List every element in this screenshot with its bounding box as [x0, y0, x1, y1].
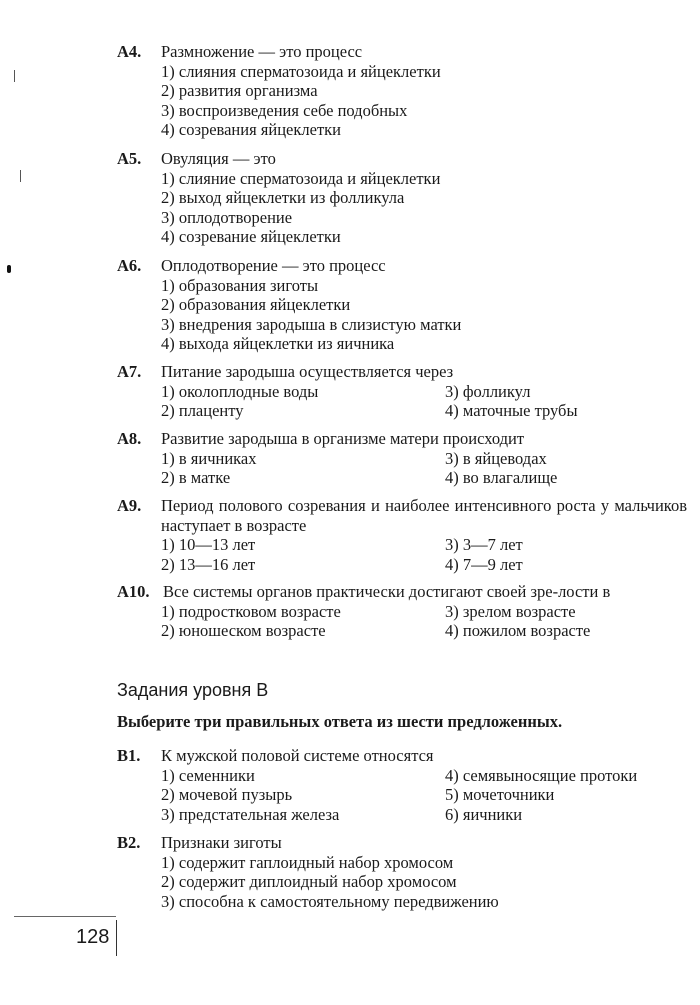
- answer-option: 6) яичники: [445, 804, 523, 824]
- answer-option: 2) 13—16 лет: [161, 554, 256, 574]
- answer-option: 3) воспроизведения себе подобных: [161, 100, 408, 120]
- question-number: А9.: [117, 496, 142, 515]
- question-text: Питание зародыша осуществляется через: [161, 362, 454, 381]
- answer-option: 1) слияния сперматозоида и яйцеклетки: [161, 61, 441, 81]
- answer-option: 3) предстательная железа: [161, 804, 340, 824]
- question-number: А4.: [117, 42, 142, 61]
- scan-mark: [20, 170, 21, 182]
- answer-option: 2) плаценту: [161, 401, 244, 420]
- question-number: А5.: [117, 149, 142, 168]
- question-b1: [117, 746, 687, 824]
- answer-option: 3) фолликул: [445, 381, 531, 401]
- page-number: 128: [76, 926, 110, 948]
- question-a10: [117, 582, 687, 641]
- question-text: К мужской половой системе относятся: [161, 746, 434, 765]
- section-title: Задания уровня В: [117, 680, 269, 700]
- question-number: А10.: [117, 582, 150, 601]
- answer-option: 3) в яйцеводах: [445, 448, 547, 468]
- answer-option: 4) во влагалище: [445, 468, 558, 487]
- answer-option: 5) мочеточники: [445, 785, 555, 804]
- question-number: В2.: [117, 833, 141, 852]
- answer-option: 1) образования зиготы: [161, 275, 319, 295]
- answer-option: 1) околоплодные воды: [161, 381, 319, 401]
- answer-option: 2) в матке: [161, 468, 231, 487]
- answer-option: 2) выход яйцеклетки из фолликула: [161, 188, 405, 207]
- answer-option: 2) юношеском возрасте: [161, 621, 326, 640]
- question-text: Все системы органов практически достигают своей зре-лости в: [163, 582, 611, 601]
- scan-mark: [7, 265, 11, 273]
- answer-option: 3) способна к самостоятельному передвижению: [161, 891, 499, 911]
- answer-option: 1) слияние сперматозоида и яйцеклетки: [161, 168, 441, 188]
- answer-option: 4) пожилом возрасте: [445, 621, 591, 640]
- question-text: Развитие зародыша в организме матери происходит: [161, 429, 525, 448]
- question-a8: [117, 429, 687, 488]
- question-text: Признаки зиготы: [161, 833, 282, 852]
- answer-option: 3) 3—7 лет: [445, 535, 523, 554]
- answer-option: 4) созревание яйцеклетки: [161, 227, 341, 246]
- section-instruction: Выберите три правильных ответа из шести предложенных.: [117, 712, 563, 731]
- answer-option: 1) в яичниках: [161, 448, 257, 468]
- question-text: Период полового созревания и наиболее интенсивного роста у мальчиков наступает в возрасте: [161, 496, 687, 535]
- question-a7: [117, 362, 687, 421]
- answer-option: 3) внедрения зародыша в слизистую матки: [161, 314, 462, 334]
- answer-option: 1) содержит гаплоидный набор хромосом: [161, 852, 454, 872]
- footer-rule: [14, 916, 116, 917]
- question-number: В1.: [117, 746, 141, 765]
- question-b2: [117, 833, 687, 911]
- answer-option: 2) развития организма: [161, 81, 318, 100]
- question-text: Размножение — это процесс: [161, 42, 363, 61]
- answer-option: 4) выхода яйцеклетки из яичника: [161, 334, 395, 353]
- answer-option: 2) образования яйцеклетки: [161, 295, 351, 314]
- answer-option: 4) семявыносящие протоки: [445, 765, 638, 785]
- question-a6: [117, 256, 687, 354]
- question-number: А8.: [117, 429, 142, 448]
- question-text: Оплодотворение — это процесс: [161, 256, 386, 275]
- answer-option: 1) семенники: [161, 765, 255, 785]
- answer-option: 2) мочевой пузырь: [161, 785, 293, 804]
- question-a4: [117, 42, 687, 140]
- question-a5: [117, 149, 687, 247]
- answer-option: 1) подростковом возрасте: [161, 601, 341, 621]
- answer-option: 3) зрелом возрасте: [445, 601, 576, 621]
- question-number: А7.: [117, 362, 142, 381]
- answer-option: 4) маточные трубы: [445, 401, 578, 420]
- question-number: А6.: [117, 256, 142, 275]
- answer-option: 3) оплодотворение: [161, 207, 293, 227]
- answer-option: 4) созревания яйцеклетки: [161, 120, 342, 139]
- answer-option: 1) 10—13 лет: [161, 535, 256, 554]
- scan-mark: [14, 70, 15, 82]
- answer-option: 2) содержит диплоидный набор хромосом: [161, 872, 457, 891]
- question-a9: [117, 496, 687, 574]
- answer-option: 4) 7—9 лет: [445, 554, 523, 574]
- question-text: Овуляция — это: [161, 149, 276, 168]
- page-number-rule: [116, 920, 117, 956]
